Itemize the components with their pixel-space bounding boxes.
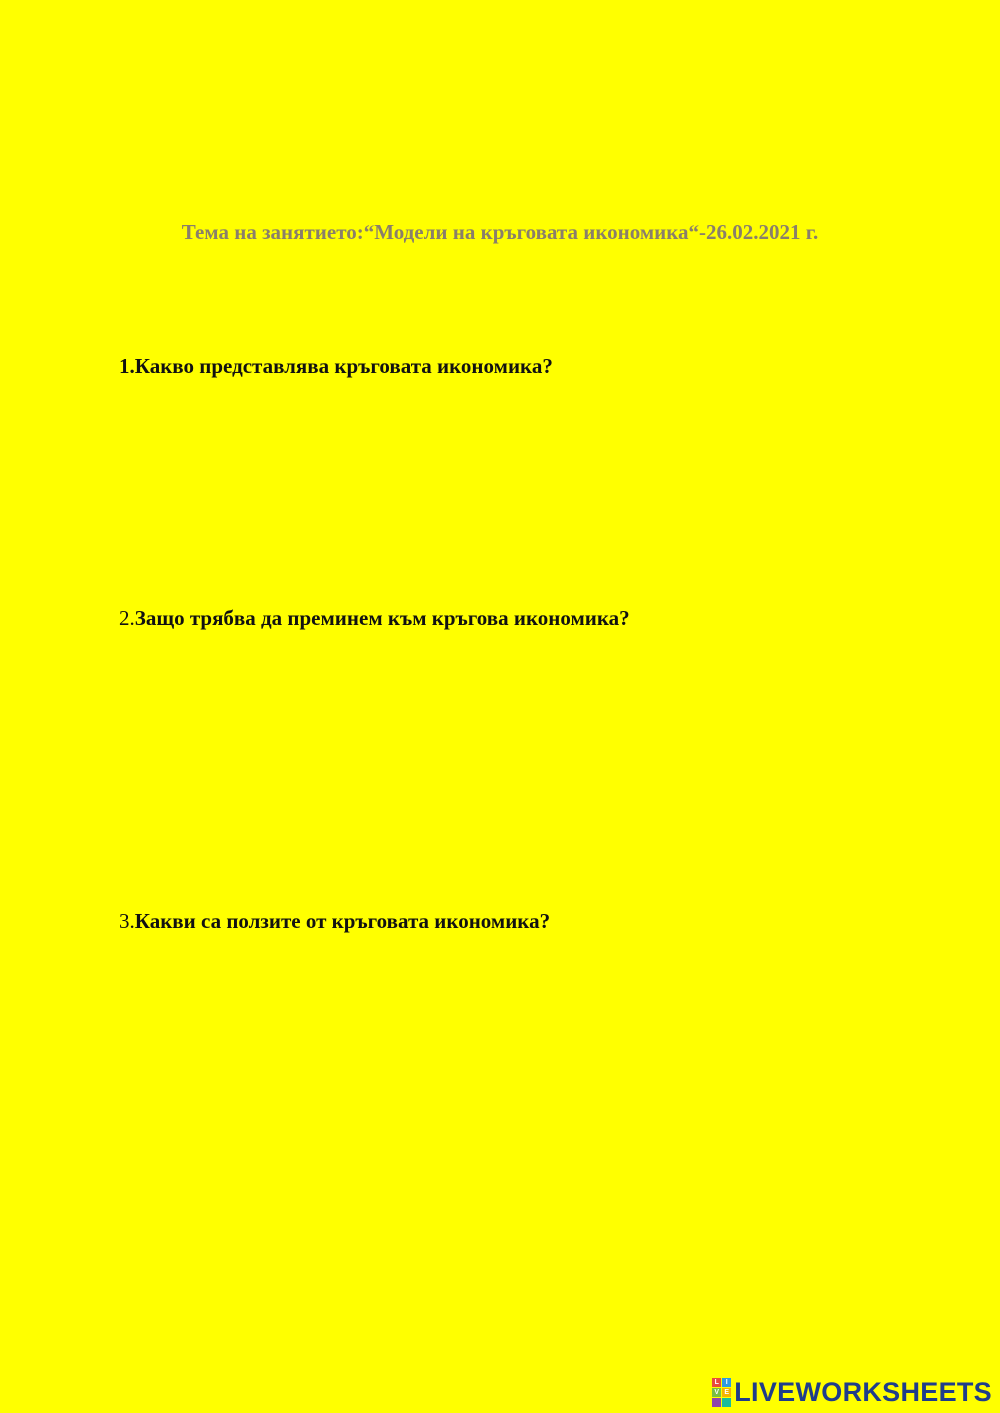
question-number: 3. — [119, 909, 135, 933]
page-title: Тема на занятието:“Модели на кръговата икономика“-26.02.2021 г. — [181, 220, 819, 244]
logo-tile: V — [712, 1388, 721, 1397]
question-number: 2. — [119, 606, 135, 630]
logo-tile: E — [722, 1388, 731, 1397]
question-text: Защо трябва да преминем към кръгова икономика? — [134, 606, 630, 630]
logo-tile: I — [722, 1378, 731, 1387]
question-1 — [119, 354, 553, 379]
logo-tile — [722, 1398, 731, 1407]
question-text: Какво представлява кръговата икономика? — [134, 354, 553, 378]
logo-text: LIVEWORKSHEETS — [734, 1377, 992, 1407]
liveworksheets-icon — [712, 1378, 731, 1407]
question-2 — [119, 606, 630, 631]
logo-tile — [712, 1398, 721, 1407]
question-3 — [119, 909, 550, 934]
question-number: 1. — [119, 354, 135, 378]
logo-tile: L — [712, 1378, 721, 1387]
liveworksheets-logo[interactable] — [712, 1377, 992, 1407]
question-text: Какви са ползите от кръговата икономика? — [134, 909, 551, 933]
